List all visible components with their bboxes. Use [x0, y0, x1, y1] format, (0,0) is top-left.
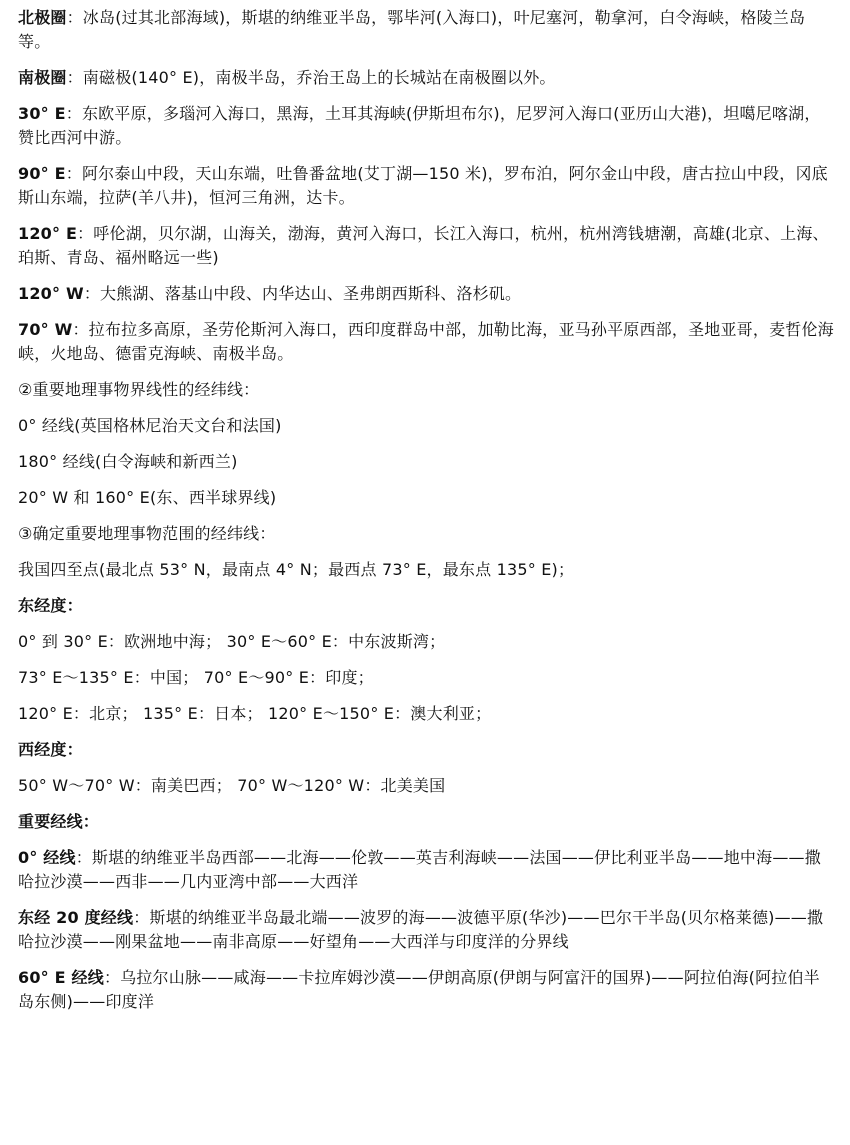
paragraph-meridian-60e: [18, 966, 836, 1014]
paragraph-text: ：冰岛(过其北部海域)，斯堪的纳维亚半岛，鄂毕河(入海口)，叶尼塞河，勒拿河，白令海峡，格陵兰岛等。: [18, 8, 806, 51]
paragraph-text: ：斯堪的纳维亚半岛西部——北海——伦敦——英吉利海峡——法国——伊比利亚半岛——地中海——撒哈拉沙漠——西非——几内亚湾中部——大西洋: [18, 848, 821, 891]
paragraph-meridian-0: [18, 846, 836, 894]
paragraph-label: 60° E 经线: [18, 968, 104, 987]
paragraph-label: 30° E: [18, 104, 66, 123]
paragraph-30e: [18, 102, 836, 150]
paragraph-label: 120° W: [18, 284, 84, 303]
paragraph-east-1: [18, 630, 836, 654]
paragraph-text: 73° E～135° E：中国； 70° E～90° E：印度；: [18, 668, 374, 687]
paragraph-label: 北极圈: [18, 8, 67, 27]
paragraph-label: 90° E: [18, 164, 66, 183]
heading-important-meridians: [18, 810, 836, 834]
paragraph-label: 东经 20 度经线: [18, 908, 134, 927]
paragraph-label: 东经度：: [18, 596, 83, 615]
paragraph-text: 20° W 和 160° E(东、西半球界线): [18, 488, 277, 507]
paragraph-90e: [18, 162, 836, 210]
section-heading-boundary-lines: [18, 378, 836, 402]
paragraph-label: 70° W: [18, 320, 73, 339]
document-page: [18, 6, 836, 1026]
paragraph-text: 120° E：北京； 135° E：日本； 120° E～150° E：澳大利亚；: [18, 704, 492, 723]
paragraph-text: ③确定重要地理事物范围的经纬线：: [18, 524, 276, 543]
paragraph-text: ：乌拉尔山脉——咸海——卡拉库姆沙漠——伊朗高原(伊朗与阿富汗的国界)——阿拉伯海(阿拉伯半岛东侧)——印度洋: [18, 968, 820, 1011]
paragraph-label: 南极圈: [18, 68, 67, 87]
paragraph-text: ：拉布拉多高原，圣劳伦斯河入海口，西印度群岛中部，加勒比海，亚马孙平原西部，圣地亚哥，麦哲伦海峡，火地岛、德雷克海峡、南极半岛。: [18, 320, 834, 363]
heading-east-longitude: [18, 594, 836, 618]
paragraph-text: ②重要地理事物界线性的经纬线：: [18, 380, 260, 399]
paragraph-text: 0° 到 30° E：欧洲地中海； 30° E～60° E：中东波斯湾；: [18, 632, 446, 651]
paragraph-label: 120° E: [18, 224, 78, 243]
paragraph-label: 重要经线：: [18, 812, 100, 831]
paragraph-180-meridian: [18, 450, 836, 474]
paragraph-west-1: [18, 774, 836, 798]
paragraph-arctic-circle: [18, 6, 836, 54]
paragraph-text: ：呼伦湖，贝尔湖，山海关，渤海，黄河入海口，长江入海口，杭州，杭州湾钱塘潮，高雄(北京、上海、珀斯、青岛、福州略远一些): [18, 224, 829, 267]
section-heading-range-lines: [18, 522, 836, 546]
paragraph-text: ：东欧平原，多瑙河入海口，黑海，土耳其海峡(伊斯坦布尔)，尼罗河入海口(亚历山大港)，坦噶尼喀湖，赞比西河中游。: [18, 104, 821, 147]
paragraph-text: ：斯堪的纳维亚半岛最北端——波罗的海——波德平原(华沙)——巴尔干半岛(贝尔格莱德)——撒哈拉沙漠——刚果盆地——南非高原——好望角——大西洋与印度洋的分界线: [18, 908, 824, 951]
paragraph-east-2: [18, 666, 836, 690]
paragraph-70w: [18, 318, 836, 366]
paragraph-meridian-20e: [18, 906, 836, 954]
paragraph-label: 0° 经线: [18, 848, 76, 867]
paragraph-120e: [18, 222, 836, 270]
heading-west-longitude: [18, 738, 836, 762]
paragraph-text: ：阿尔泰山中段，天山东端，吐鲁番盆地(艾丁湖—150 米)，罗布泊，阿尔金山中段，唐古拉山中段，冈底斯山东端，拉萨(羊八井)，恒河三角洲，达卡。: [18, 164, 828, 207]
paragraph-east-3: [18, 702, 836, 726]
paragraph-hemisphere-boundary: [18, 486, 836, 510]
paragraph-text: ：大熊湖、落基山中段、内华达山、圣弗朗西斯科、洛杉矶。: [83, 284, 522, 303]
paragraph-120w: [18, 282, 836, 306]
paragraph-text: 180° 经线(白令海峡和新西兰): [18, 452, 238, 471]
paragraph-label: 西经度：: [18, 740, 83, 759]
paragraph-text: 50° W～70° W：南美巴西； 70° W～120° W：北美美国: [18, 776, 446, 795]
paragraph-text: 0° 经线(英国格林尼治天文台和法国): [18, 416, 282, 435]
paragraph-text: ：南磁极(140° E)，南极半岛，乔治王岛上的长城站在南极圈以外。: [66, 68, 556, 87]
paragraph-antarctic-circle: [18, 66, 836, 90]
paragraph-prime-meridian: [18, 414, 836, 438]
paragraph-text: 我国四至点(最北点 53° N，最南点 4° N；最西点 73° E，最东点 135° E)；: [18, 560, 575, 579]
paragraph-china-extremes: [18, 558, 836, 582]
